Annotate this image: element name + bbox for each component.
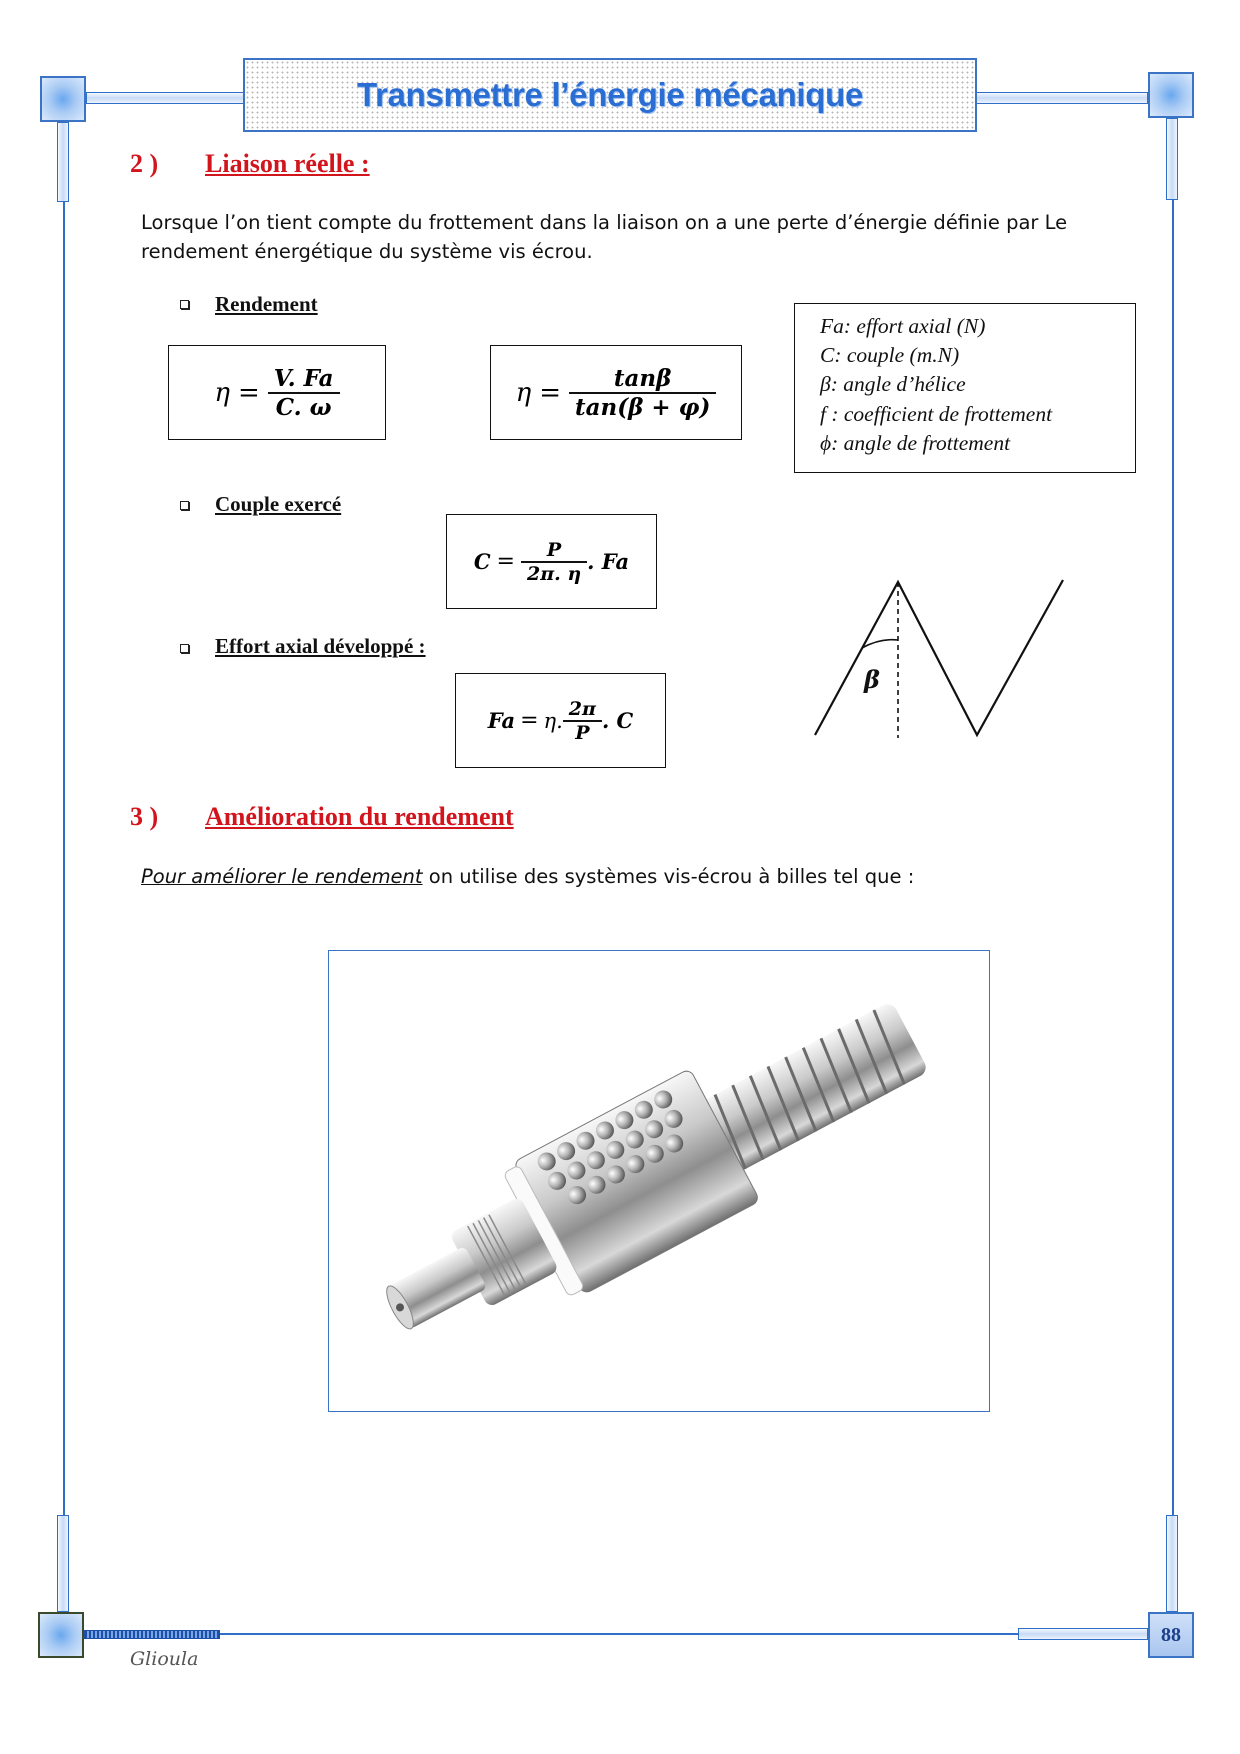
ball-screw-image [328, 950, 990, 1412]
rendement-formula-1 [168, 345, 386, 440]
bullet-couple [180, 501, 189, 510]
bullet-effort [180, 644, 189, 653]
thread-profile [815, 580, 1063, 735]
footer-author: Glioula [130, 1648, 199, 1670]
section-3-text-rest: on utilise des systèmes vis-écrou à billes tel que : [422, 865, 915, 888]
bullet-rendement [180, 300, 189, 309]
rendement-label: Rendement [215, 292, 318, 316]
bottom-right-bar [1018, 1628, 1148, 1640]
left-upper-bar [57, 122, 69, 202]
page-number: 88 [1161, 1623, 1181, 1646]
legend-fa: Fa: effort axial (N) [820, 314, 986, 338]
corner-top-left [40, 76, 86, 122]
effort-lhs: Fa [487, 708, 516, 733]
frame-bottom-line [220, 1633, 1020, 1635]
section-2-title: Liaison réelle : [205, 149, 370, 178]
couple-numerator: P [546, 538, 562, 561]
couple-eq: = [496, 549, 515, 574]
section-2-number: 2 ) [130, 149, 159, 178]
legend-f: f : coefficient de frottement [820, 402, 1053, 426]
section-3-number: 3 ) [130, 802, 159, 831]
section-3-text-italic: Pour améliorer le rendement [141, 865, 423, 888]
effort-eta: η. [543, 708, 563, 733]
formula1-numerator: V. Fa [273, 364, 334, 392]
effort-formula [455, 673, 666, 768]
effort-fraction [563, 698, 602, 744]
formula1-eq: = [237, 377, 260, 408]
intro-line-1: Lorsque l’on tient compte du frottement dans la liaison on a une perte d’énergie définie par Le [141, 211, 1068, 234]
header-banner [243, 58, 977, 132]
formula2-denominator: tan(β + φ) [574, 393, 711, 421]
formula1-fraction [268, 365, 340, 421]
effort-eq: = [520, 708, 539, 733]
couple-lhs: C [473, 549, 491, 574]
couple-formula [446, 514, 657, 609]
formula1-lhs: η [214, 377, 230, 408]
couple-denominator: 2π. η [526, 562, 582, 585]
top-left-bar [86, 92, 246, 104]
beta-arc [862, 640, 898, 648]
effort-tail: . C [601, 708, 634, 733]
right-upper-bar [1166, 118, 1178, 200]
bottom-left-dotted-bar [84, 1630, 220, 1639]
frame-right-line [1172, 200, 1174, 1520]
legend-c: C: couple (m.N) [820, 343, 960, 367]
effort-label: Effort axial développé : [215, 634, 426, 658]
beta-label: β [864, 665, 880, 694]
page-number-box [1148, 1612, 1194, 1658]
page-title: Transmettre l’énergie mécanique [356, 76, 864, 113]
formula2-fraction [569, 365, 716, 421]
top-right-bar [976, 92, 1148, 104]
corner-bottom-left [38, 1612, 84, 1658]
couple-fraction [521, 539, 587, 585]
rendement-formula-2 [490, 345, 742, 440]
effort-denominator: P [575, 721, 590, 744]
legend-box [794, 303, 1136, 473]
formula2-numerator: tanβ [613, 364, 672, 392]
formula2-eq: = [539, 377, 561, 408]
frame-left-line [63, 200, 65, 1520]
section-3-text [141, 862, 914, 891]
couple-tail: . Fa [587, 549, 630, 574]
legend-phi: ϕ: angle de frottement [820, 431, 1011, 455]
couple-label: Couple exercé [215, 492, 342, 516]
thread-angle-diagram [810, 570, 1070, 745]
left-lower-bar [57, 1515, 69, 1612]
legend-beta: β: angle d’hélice [820, 372, 966, 396]
effort-numerator: 2π [568, 697, 596, 720]
ball-screw-illustration [329, 951, 989, 1411]
intro-line-2: rendement énergétique du système vis écrou. [141, 240, 593, 263]
formula2-lhs: η [515, 377, 532, 408]
right-lower-bar [1166, 1515, 1178, 1612]
corner-top-right [1148, 72, 1194, 118]
formula1-denominator: C. ω [275, 393, 332, 421]
section-3-title: Amélioration du rendement [205, 802, 514, 831]
